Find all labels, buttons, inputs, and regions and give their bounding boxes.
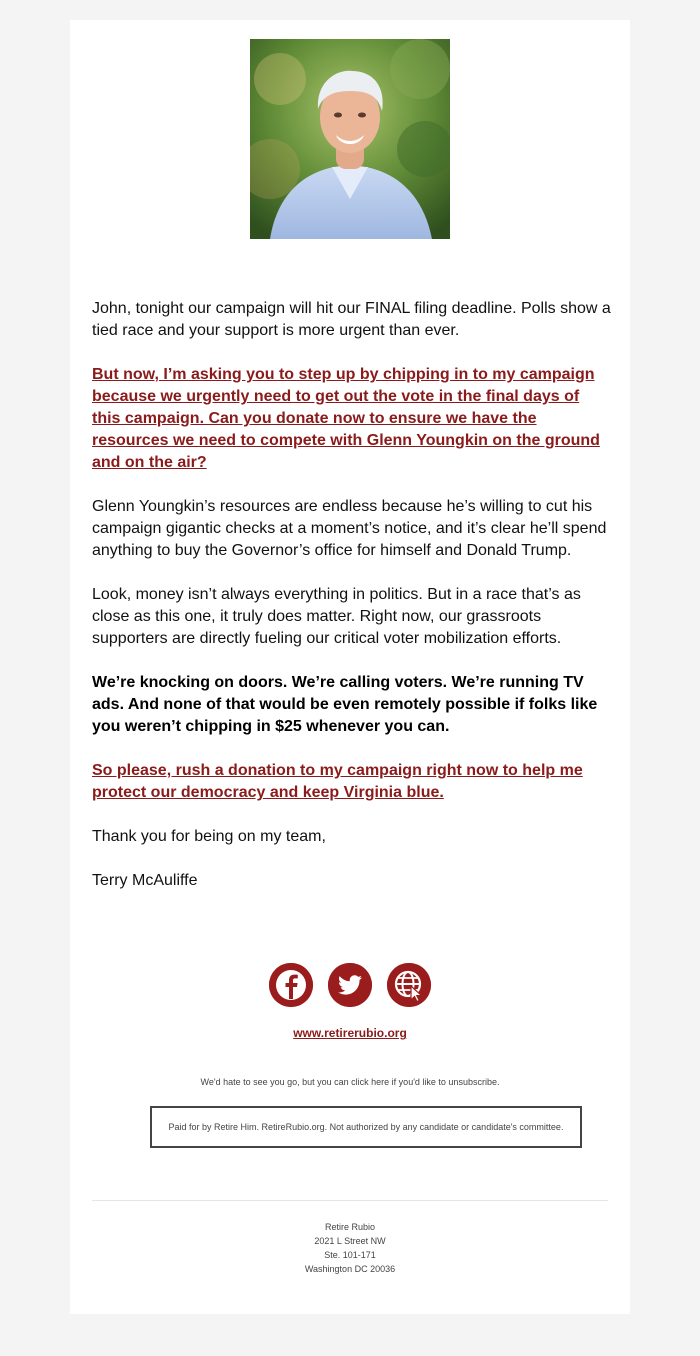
mailing-address bbox=[70, 1220, 630, 1276]
footer-divider bbox=[92, 1200, 608, 1201]
paid-for-disclaimer bbox=[150, 1106, 582, 1148]
website-link[interactable]: www.retirerubio.org bbox=[293, 1026, 407, 1040]
intro-paragraph: John, tonight our campaign will hit our FINAL filing deadline. Polls show a tied race and your support is more urgent than ever. bbox=[92, 300, 611, 339]
grassroots-paragraph: Look, money isn’t always everything in politics. But in a race that’s as close as this one, it truly does matter. Right now, our grassroots supporters are directly fueling our critical voter mobilization efforts. bbox=[92, 586, 581, 647]
social-links bbox=[269, 963, 431, 1007]
donate-link-primary[interactable]: But now, I’m asking you to step up by chipping in to my campaign because we urgently need to get out the vote in the final days of this campaign. Can you donate now to ensure we have the resources we need to compete with Glenn Youngkin on the ground and on the air? bbox=[92, 366, 600, 471]
email-card bbox=[70, 20, 630, 1314]
bold-paragraph: We’re knocking on doors. We’re calling voters. We’re running TV ads. And none of that would be even remotely possible if folks like you weren’t chipping in $25 whenever you can. bbox=[92, 674, 598, 735]
address-name: Retire Rubio bbox=[324, 1222, 376, 1232]
address-city: Washington DC 20036 bbox=[304, 1264, 396, 1274]
signoff: Thank you for being on my team, bbox=[92, 828, 326, 845]
disclaimer-text: Paid for by Retire Him. RetireRubio.org. Not authorized by any candidate or candidate's committee. bbox=[168, 1121, 564, 1132]
twitter-icon[interactable] bbox=[328, 963, 372, 1007]
candidate-photo bbox=[250, 39, 450, 239]
donate-link-secondary[interactable]: So please, rush a donation to my campaign right now to help me protect our democracy and keep Virginia blue. bbox=[92, 762, 583, 801]
website-icon[interactable] bbox=[387, 963, 431, 1007]
email-body bbox=[92, 298, 612, 914]
unsubscribe-text[interactable]: We'd hate to see you go, but you can click here if you'd like to unsubscribe. bbox=[200, 1077, 500, 1087]
youngkin-paragraph: Glenn Youngkin’s resources are endless because he’s willing to cut his campaign gigantic checks at a moment’s notice, and it’s clear he’ll spend anything to buy the Governor’s office for himself and Donald Trump. bbox=[92, 498, 607, 559]
signature: Terry McAuliffe bbox=[92, 872, 198, 889]
address-suite: Ste. 101-171 bbox=[324, 1250, 376, 1260]
facebook-icon[interactable] bbox=[269, 963, 313, 1007]
address-street: 2021 L Street NW bbox=[314, 1236, 386, 1246]
candidate-photo-graphic bbox=[250, 39, 450, 239]
